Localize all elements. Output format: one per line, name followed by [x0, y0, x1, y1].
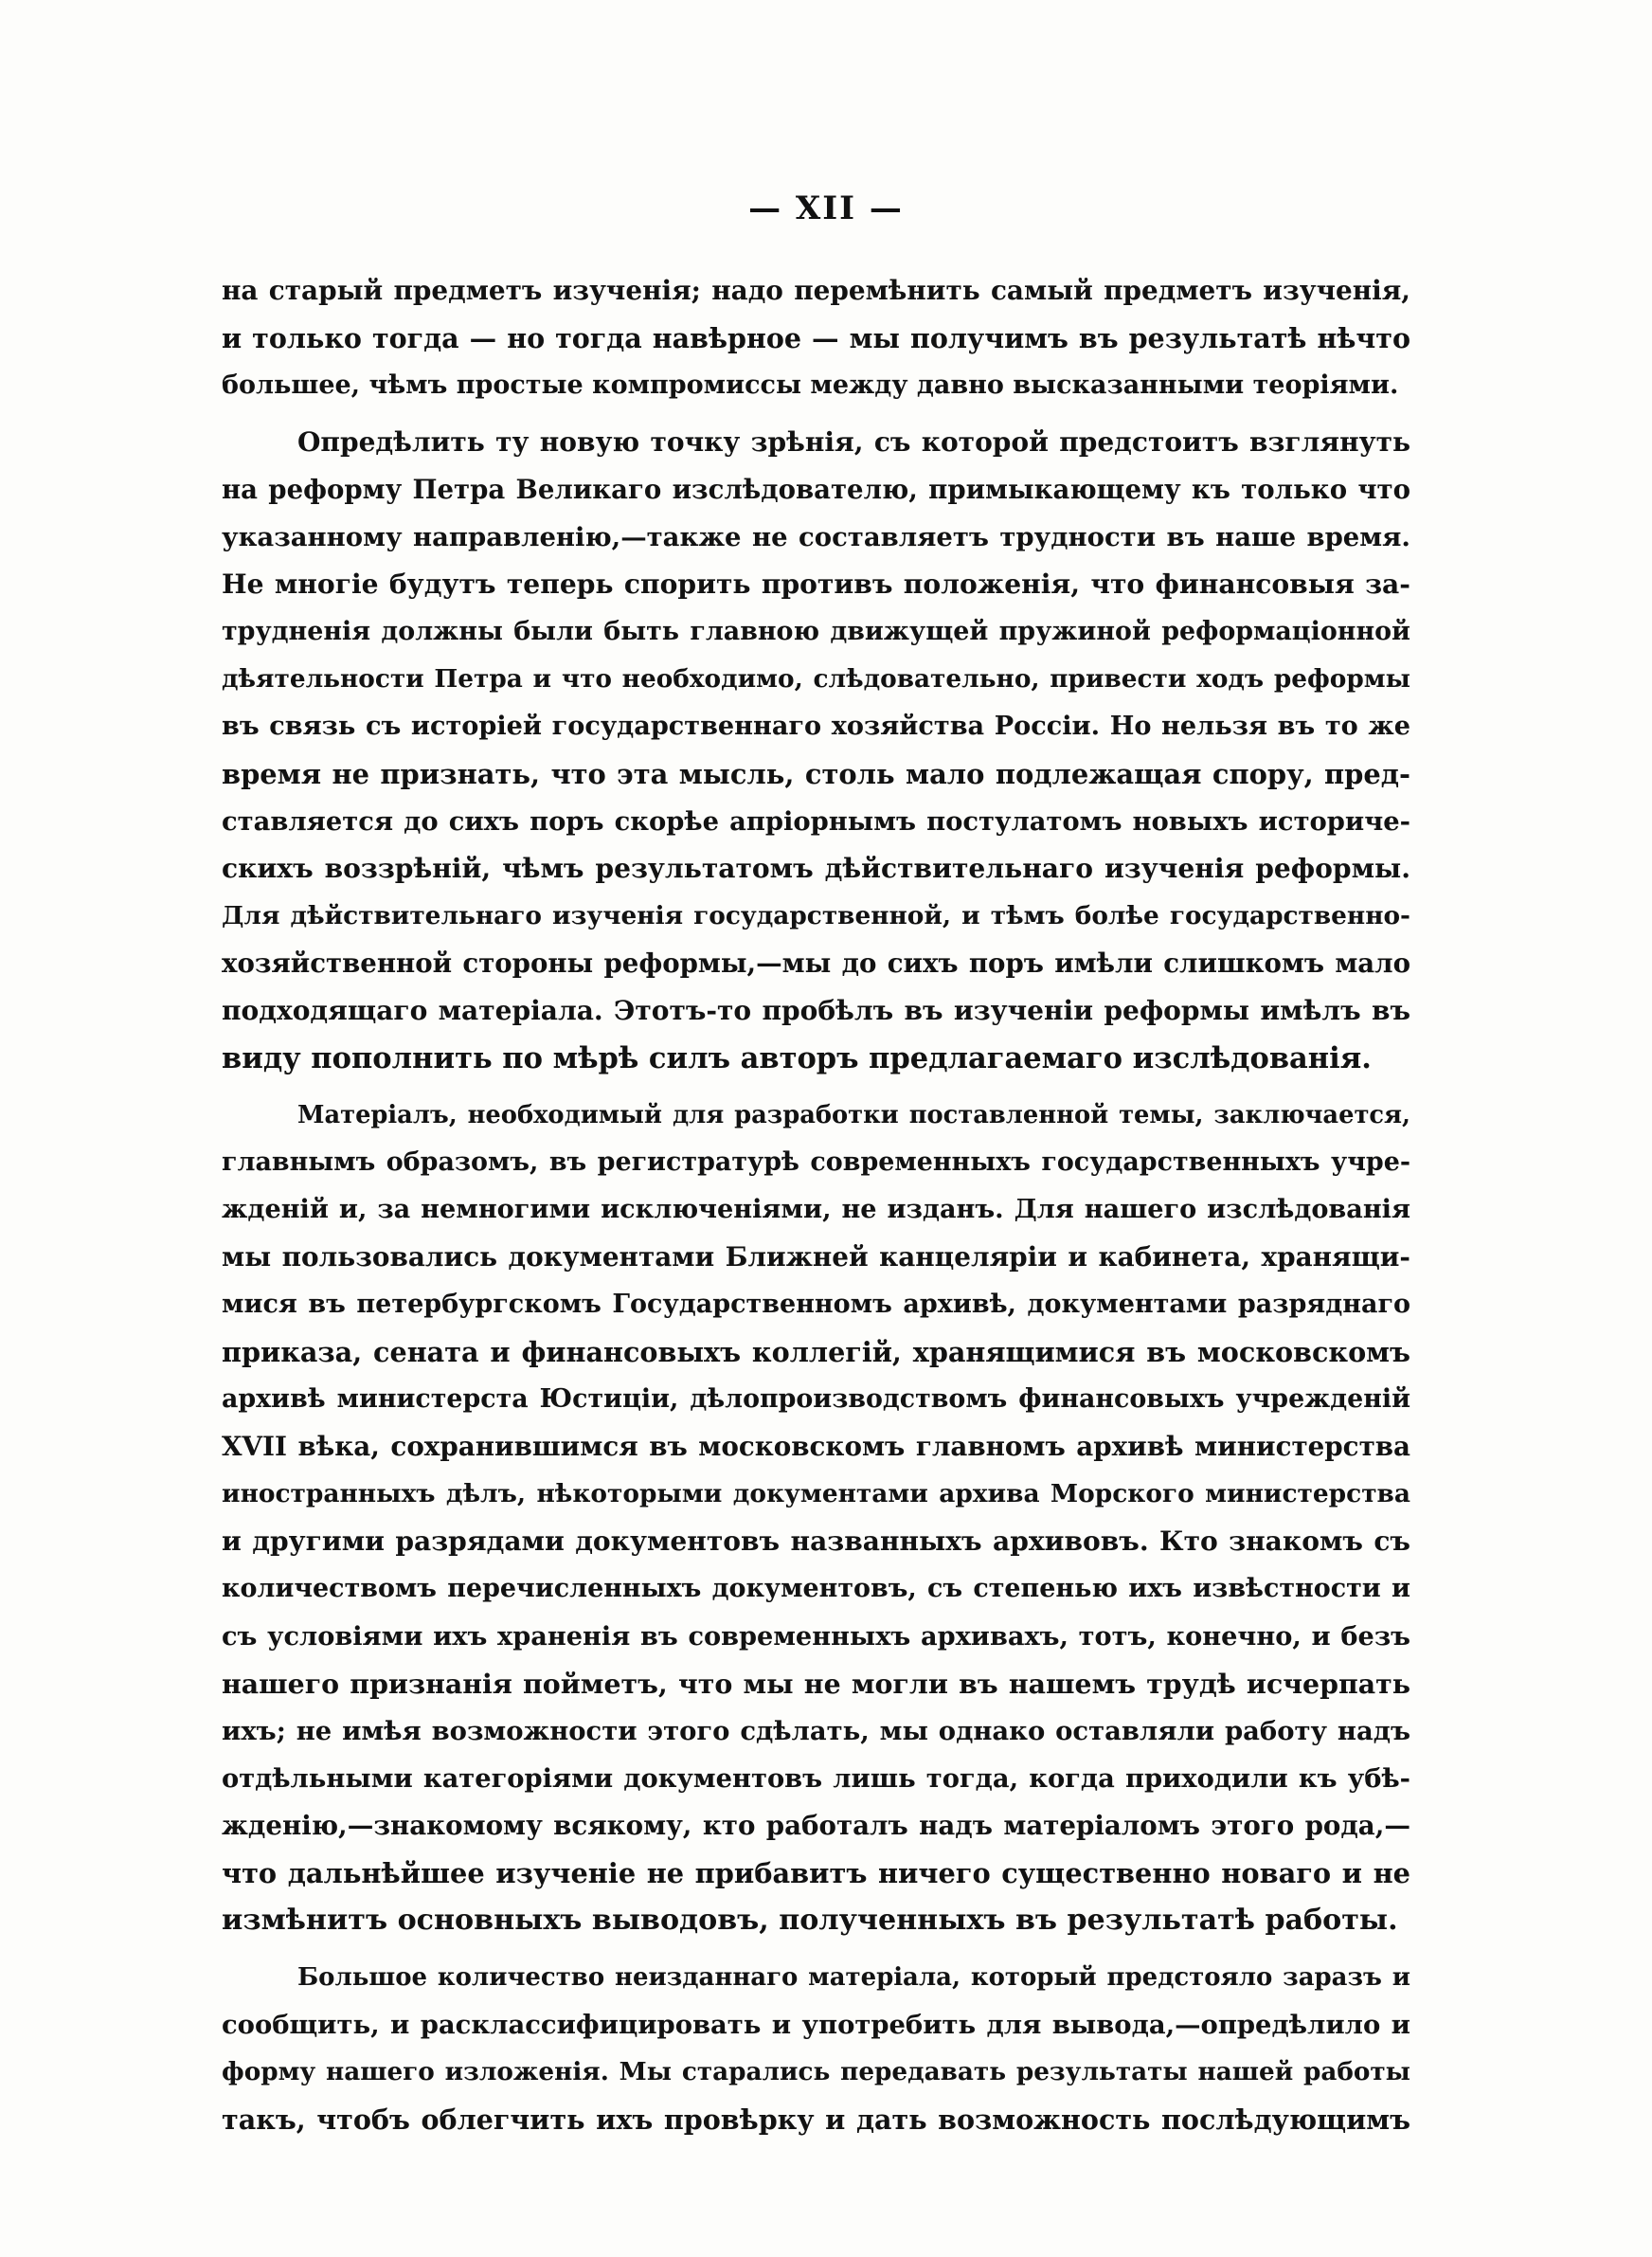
text-line: ставляется до сихъ поръ скорѣе апріорнымъ постулатомъ новыхъ историче-: [222, 806, 1410, 837]
paragraph: [222, 1954, 1410, 2143]
text-line: мися въ петербургскомъ Государственномъ архивѣ, документами разряднаго: [222, 1290, 1410, 1319]
text-line: главнымъ образомъ, въ регистратурѣ современныхъ государственныхъ учре-: [222, 1147, 1410, 1177]
text-line: отдѣльными категоріями документовъ лишь тогда, когда приходили къ убѣ-: [222, 1763, 1410, 1794]
paragraph: [222, 1092, 1410, 1944]
text-line: приказа, сената и финансовыхъ коллегій, хранящимися въ московскомъ: [222, 1336, 1410, 1368]
text-line: что дальнѣйшее изученіе не прибавитъ ничего существенно новаго и не: [222, 1857, 1410, 1889]
text-line: измѣнитъ основныхъ выводовъ, полученныхъ въ результатѣ работы.: [222, 1904, 1398, 1937]
text-line: указанному направленію,—также не составляетъ трудности въ наше время.: [222, 522, 1410, 552]
text-line: дѣятельности Петра и что необходимо, слѣдовательно, привести ходъ реформы: [222, 664, 1410, 694]
paragraph: [222, 267, 1410, 409]
text-line: на старый предметъ изученія; надо перемѣнить самый предметъ изученія,: [222, 275, 1410, 306]
body-text: [222, 267, 1410, 2153]
text-line: такъ, чтобъ облегчить ихъ провѣрку и дать возможность послѣдующимъ: [222, 2104, 1410, 2136]
text-line: XVII вѣка, сохранившимся въ московскомъ главномъ архивѣ министерства: [222, 1431, 1410, 1462]
text-line: и другими разрядами документовъ названныхъ архивовъ. Кто знакомъ съ: [222, 1526, 1410, 1557]
text-line: хозяйственной стороны реформы,—мы до сихъ поръ имѣли слишкомъ мало: [222, 948, 1410, 979]
text-line: количествомъ перечисленныхъ документовъ, съ степенью ихъ извѣстности и: [222, 1574, 1410, 1603]
text-line: трудненія должны были быть главною движущей пружиной реформаціонной: [222, 617, 1410, 646]
text-line: жденій и, за немногими исключеніями, не изданъ. Для нашего изслѣдованія: [222, 1195, 1410, 1224]
text-line: большее, чѣмъ простые компромиссы между давно высказанными теоріями.: [222, 370, 1399, 400]
text-line: нашего признанія пойметъ, что мы не могли въ нашемъ трудѣ исчерпать: [222, 1668, 1410, 1700]
text-line: Матеріалъ, необходимый для разработки поставленной темы, заключается,: [297, 1101, 1410, 1129]
text-line: скихъ воззрѣній, чѣмъ результатомъ дѣйствительнаго изученія реформы.: [222, 853, 1410, 884]
text-line: время не признать, что эта мысль, столь мало подлежащая спору, пред-: [222, 758, 1410, 790]
text-line: виду пополнить по мѣрѣ силъ авторъ предлагаемаго изслѣдованія.: [222, 1041, 1372, 1075]
text-line: Опредѣлить ту новую точку зрѣнія, съ которой предстоитъ взглянуть: [297, 426, 1410, 458]
text-line: форму нашего изложенія. Мы старались передавать результаты нашей работы: [222, 2057, 1410, 2086]
text-line: иностранныхъ дѣлъ, нѣкоторыми документами архива Морского министерства: [222, 1479, 1410, 1508]
text-line: и только тогда — но тогда навѣрное — мы получимъ въ результатѣ нѣчто: [222, 322, 1410, 354]
text-line: съ условіями ихъ храненія въ современныхъ архивахъ, тотъ, конечно, и безъ: [222, 1621, 1410, 1652]
text-line: Большое количество неизданнаго матеріала, который предстояло заразъ и: [297, 1963, 1410, 1992]
text-line: въ связь съ исторіей государственнаго хозяйства Россіи. Но нельзя въ то же: [222, 712, 1410, 741]
text-line: Для дѣйствительнаго изученія государственной, и тѣмъ болѣе государственно-: [222, 901, 1410, 930]
text-line: архивѣ министерста Юстиціи, дѣлопроизводствомъ финансовыхъ учрежденій: [222, 1384, 1410, 1414]
text-line: подходящаго матеріала. Этотъ-то пробѣлъ въ изученіи реформы имѣлъ въ: [222, 995, 1410, 1026]
text-line: мы пользовались документами Ближней канцеляріи и кабинета, хранящи-: [222, 1241, 1410, 1273]
page-number: — XII —: [748, 190, 904, 227]
text-line: сообщить, и расклассифицировать и употребить для вывода,—опредѣлило и: [222, 2010, 1410, 2040]
text-line: ихъ; не имѣя возможности этого сдѣлать, мы однако оставляли работу надъ: [222, 1716, 1410, 1746]
text-line: Не многіе будутъ теперь спорить противъ положенія, что финансовыя за-: [222, 569, 1410, 600]
text-line: жденію,—знакомому всякому, кто работалъ надъ матеріаломъ этого рода,—: [222, 1810, 1410, 1841]
text-line: на реформу Петра Великаго изслѣдователю, примыкающему къ только что: [222, 474, 1410, 505]
paragraph: [222, 419, 1410, 1082]
